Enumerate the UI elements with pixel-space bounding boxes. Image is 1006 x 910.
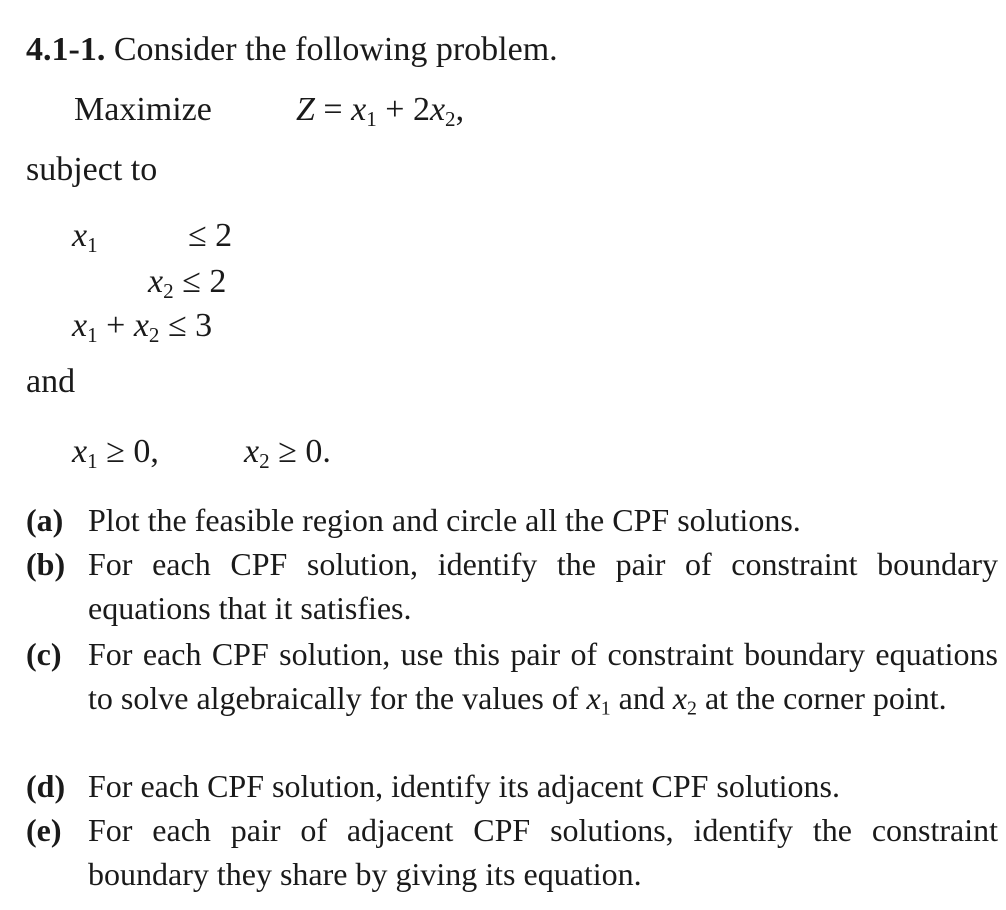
c3-plus: + (106, 307, 126, 344)
objective-plus: + (385, 91, 405, 128)
part-c-text (88, 632, 998, 720)
part-c-text-before: For each CPF solution, use this pair of constraint boundary equations to solve algebraically for the values of (88, 636, 998, 716)
objective-x1: x (351, 91, 367, 128)
c3-b-var: x (133, 307, 149, 344)
c1-sub: 1 (87, 232, 98, 257)
objective-function (296, 90, 464, 130)
n2-sub: 2 (259, 448, 270, 473)
constraint-1-lhs (72, 216, 98, 256)
objective-coef: 2 (412, 91, 430, 128)
part-c-text-after: at the corner point. (696, 680, 947, 716)
part-e-text: For each pair of adjacent CPF solutions, identify the constraint boundary they share by giving its equation. (88, 812, 998, 892)
n2-rel: ≥ (278, 433, 297, 470)
problem-header (26, 30, 558, 70)
c2-rel: ≤ (182, 263, 201, 300)
part-d-label: (d) (26, 768, 66, 804)
c1-var: x (72, 217, 88, 254)
problem-number: 4.1-1. (26, 31, 106, 68)
c2-rhs: 2 (209, 263, 227, 300)
c2-var: x (148, 263, 164, 300)
objective-comma: , (455, 91, 465, 128)
part-c-x2-sub: 2 (687, 697, 697, 720)
constraint-1-rhs (188, 216, 232, 256)
part-c-label: (c) (26, 636, 62, 672)
constraint-2 (148, 262, 226, 302)
n2-rhs: 0. (305, 433, 331, 470)
c3-rel: ≤ (167, 307, 187, 344)
c1-rhs: 2 (215, 217, 233, 254)
c3-a-var: x (72, 307, 88, 344)
part-c-x1-sub: 1 (600, 697, 611, 720)
part-c-x2: x (672, 680, 688, 716)
part-e-label: (e) (26, 812, 62, 848)
n2-var: x (244, 433, 260, 470)
nonneg-x2 (244, 432, 331, 472)
c3-b-sub: 2 (148, 322, 160, 347)
c1-rel: ≤ (188, 217, 207, 254)
part-d-text: For each CPF solution, identify its adjacent CPF solutions. (88, 768, 840, 804)
n1-var: x (72, 433, 88, 470)
constraint-3 (72, 306, 212, 346)
part-b-text: For each CPF solution, identify the pair of constraint boundary equations that it satisfies. (88, 546, 998, 626)
part-c-x1: x (586, 680, 601, 716)
part-c-and: and (610, 680, 673, 716)
objective-x2: x (429, 91, 446, 128)
c3-a-sub: 1 (87, 322, 98, 347)
part-a-text: Plot the feasible region and circle all the CPF solutions. (88, 502, 801, 538)
part-b-label: (b) (26, 546, 66, 582)
objective-x1-sub: 1 (366, 106, 377, 131)
problem-intro: Consider the following problem. (113, 31, 558, 68)
c3-rhs: 3 (195, 307, 213, 344)
c2-sub: 2 (163, 278, 174, 303)
subject-to-label: subject to (26, 151, 158, 188)
and-label: and (26, 363, 76, 400)
part-a-label: (a) (26, 502, 64, 538)
nonneg-x1 (72, 432, 159, 472)
n1-rel: ≥ (106, 433, 125, 470)
n1-sub: 1 (87, 448, 98, 473)
objective-x2-sub: 2 (445, 106, 456, 131)
maximize-label: Maximize (74, 91, 212, 128)
objective-z: Z (296, 91, 315, 128)
n1-rhs: 0, (133, 433, 159, 470)
objective-eq: = (323, 91, 343, 128)
